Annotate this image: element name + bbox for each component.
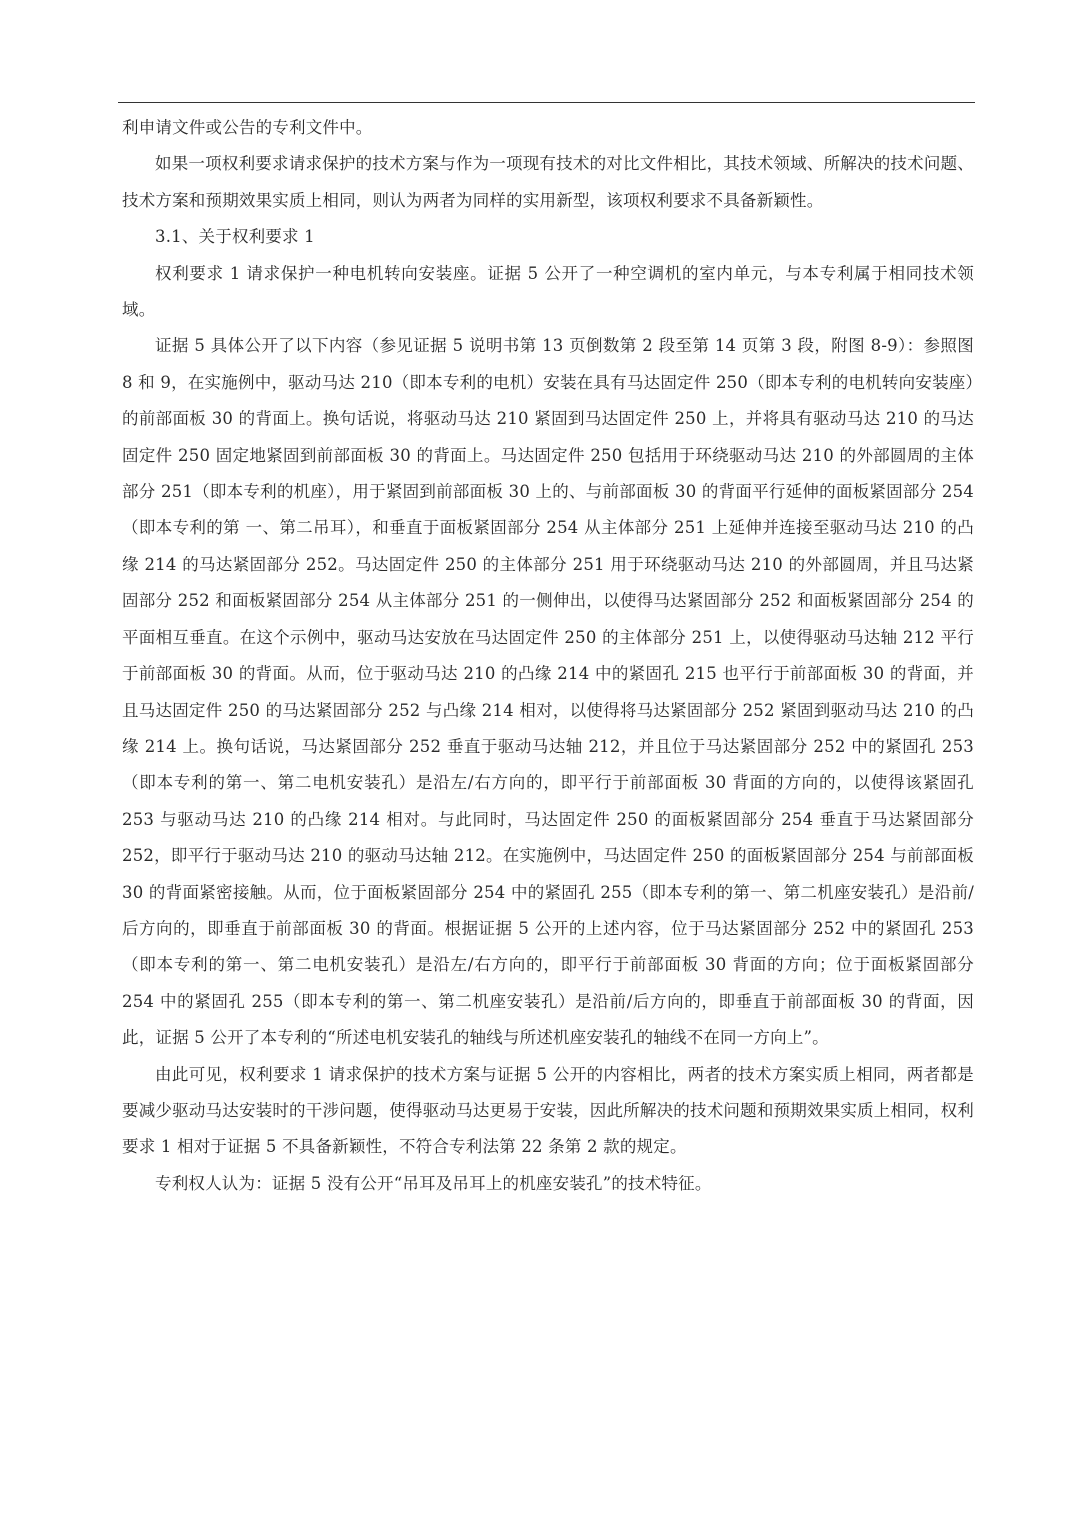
paragraph-continuation: 利申请文件或公告的专利文件中。	[122, 118, 373, 137]
paragraph-evidence-5-disclosure: 证据 5 具体公开了以下内容（参见证据 5 说明书第 13 页倒数第 2 段至第 14 页第 3 段，附图 8-9）：参照图 8 和 9，在实施例中，驱动马达 210（即本专利的电机）安装在具有马达固定件 250（即本专利的电机转向安装座）的前部面板 30 的背面上。换句话说，将驱动马达 210 紧固到马达固定件 250 上，并将具有驱动马达 210 的马达固定件 250 固定地紧固到前部面板 30 的背面上。马达固定件 250 包括用于环绕驱动马达 210 的外部圆周的主体部分 251（即本专利的机座），用于紧固到前部面板 30 上的、与前部面板 30 的背面平行延伸的面板紧固部分 254（即本专利的第 一、第二吊耳），和垂直于面板紧固部分 254 从主体部分 251 上延伸并连接至驱动马达 210 的凸缘 214 的马达紧固部分 252。马达固定件 250 的主体部分 251 用于环绕驱动马达 210 的外部圆周，并且马达紧固部分 252 和面板紧固部分 254 从主体部分 251 的一侧伸出，以使得马达紧固部分 252 和面板紧固部分 254 的平面相互垂直。在这个示例中，驱动马达安放在马达固定件 250 的主体部分 251 上，以使得驱动马达轴 212 平行于前部面板 30 的背面。从而，位于驱动马达 210 的凸缘 214 中的紧固孔 215 也平行于前部面板 30 的背面，并且马达固定件 250 的马达紧固部分 252 与凸缘 214 相对，以使得将马达紧固部分 252 紧固到驱动马达 210 的凸缘 214 上。换句话说，马达紧固部分 252 垂直于驱动马达轴 212，并且位于马达紧固部分 252 中的紧固孔 253（即本专利的第一、第二电机安装孔）是沿左/右方向的，即平行于前部面板 30 背面的方向的，以使得该紧固孔 253 与驱动马达 210 的凸缘 214 相对。与此同时，马达固定件 250 的面板紧固部分 254 垂直于马达紧固部分 252，即平行于驱动马达 210 的驱动马达轴 212。在实施例中，马达固定件 250 的面板紧固部分 254 与前部面板 30 的背面紧密接触。从而，位于面板紧固部分 254 中的紧固孔 255（即本专利的第一、第二机座安装孔）是沿前/后方向的，即垂直于前部面板 30 的背面。根据证据 5 公开的上述内容，位于马达紧固部分 252 中的紧固孔 253（即本专利的第一、第二电机安装孔）是沿左/右方向的，即平行于前部面板 30 背面的方向；位于面板紧固部分 254 中的紧固孔 255（即本专利的第一、第二机座安装孔）是沿前/后方向的，即垂直于前部面板 30 的背面，因此，证据 5 公开了本专利的“所述电机安装孔的轴线与所述机座安装孔的轴线不在同一方向上”。	[122, 336, 974, 1048]
header-rule	[118, 102, 975, 103]
paragraph-novelty-criterion: 如果一项权利要求请求保护的技术方案与作为一项现有技术的对比文件相比，其技术领域、所解决的技术问题、技术方案和预期效果实质上相同，则认为两者为同样的实用新型，该项权利要求不具备新颖性。	[122, 154, 974, 210]
section-heading-claim-1: 3.1、关于权利要求 1	[155, 227, 315, 247]
document-body	[122, 110, 974, 1202]
paragraph-patentee-argument: 专利权人认为：证据 5 没有公开“吊耳及吊耳上的机座安装孔”的技术特征。	[155, 1173, 712, 1193]
paragraph-claim-1-field: 权利要求 1 请求保护一种电机转向安装座。证据 5 公开了一种空调机的室内单元，与本专利属于相同技术领域。	[122, 263, 974, 320]
paragraph-conclusion: 由此可见，权利要求 1 请求保护的技术方案与证据 5 公开的内容相比，两者的技术方案实质上相同，两者都是要减少驱动马达安装时的干涉问题，使得驱动马达更易于安装，因此所解决的技术问题和预期效果实质上相同，权利要求 1 相对于证据 5 不具备新颖性，不符合专利法第 22 条第 2 款的规定。	[122, 1064, 974, 1157]
